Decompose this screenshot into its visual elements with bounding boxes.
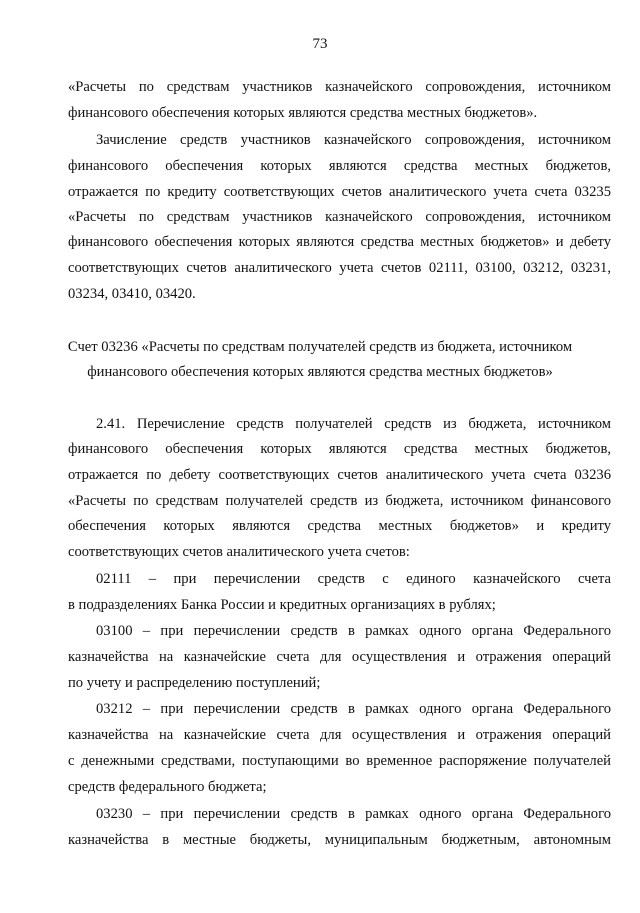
paragraph-line: финансового обеспечения которых являются средства местных бюджетов, — [68, 158, 611, 174]
list-item: казначейства в местные бюджеты, муниципальным бюджетным, автономным — [68, 832, 611, 848]
paragraph-line: финансового обеспечения которых являются средства местных бюджетов, — [68, 441, 611, 457]
list-item: 02111 – при перечислении средств с единого казначейского счета — [96, 571, 611, 587]
paragraph-line: 03234, 03410, 03420. — [68, 286, 196, 302]
list-item: 03100 – при перечислении средств в рамках одного органа Федерального — [96, 623, 611, 639]
paragraph-line: финансового обеспечения которых являются средства местных бюджетов». — [68, 105, 538, 121]
list-item: казначейства на казначейские счета для осуществления и отражения операций — [68, 649, 611, 665]
list-item: по учету и распределению поступлений; — [68, 675, 321, 691]
paragraph-line: финансового обеспечения которых являются средства местных бюджетов» и дебету — [68, 234, 611, 250]
list-item: казначейства на казначейские счета для осуществления и отражения операций — [68, 727, 611, 743]
paragraph-line: 2.41. Перечисление средств получателей средств из бюджета, источником — [96, 416, 611, 432]
list-item: 03230 – при перечислении средств в рамках одного органа Федерального — [96, 806, 611, 822]
paragraph-line: Зачисление средств участников казначейского сопровождения, источником — [96, 132, 611, 148]
paragraph-line: «Расчеты по средствам участников казначейского сопровождения, источником — [68, 79, 611, 95]
paragraph-line: соответствующих счетов аналитического учета счетов 02111, 03100, 03212, 03231, — [68, 260, 611, 276]
paragraph-line: обеспечения которых являются средства местных бюджетов» и кредиту — [68, 518, 611, 534]
paragraph-line: «Расчеты по средствам участников казначейского сопровождения, источником — [68, 209, 611, 225]
list-item: средств федерального бюджета; — [68, 779, 267, 795]
page-number: 73 — [312, 36, 328, 52]
list-item: 03212 – при перечислении средств в рамках одного органа Федерального — [96, 701, 611, 717]
section-heading: финансового обеспечения которых являются средства местных бюджетов» — [87, 364, 553, 380]
list-item: в подразделениях Банка России и кредитных организациях в рублях; — [68, 597, 496, 613]
paragraph-line: соответствующих счетов аналитического учета счетов: — [68, 544, 410, 560]
list-item: с денежными средствами, поступающими во временное распоряжение получателей — [68, 753, 611, 769]
paragraph-line: «Расчеты по средствам получателей средств из бюджета, источником финансового — [68, 493, 611, 509]
paragraph-line: отражается по дебету соответствующих счетов аналитического учета счета 03236 — [68, 467, 611, 483]
paragraph-line: отражается по кредиту соответствующих счетов аналитического учета счета 03235 — [68, 184, 611, 200]
section-heading: Счет 03236 «Расчеты по средствам получателей средств из бюджета, источником — [67, 339, 573, 355]
